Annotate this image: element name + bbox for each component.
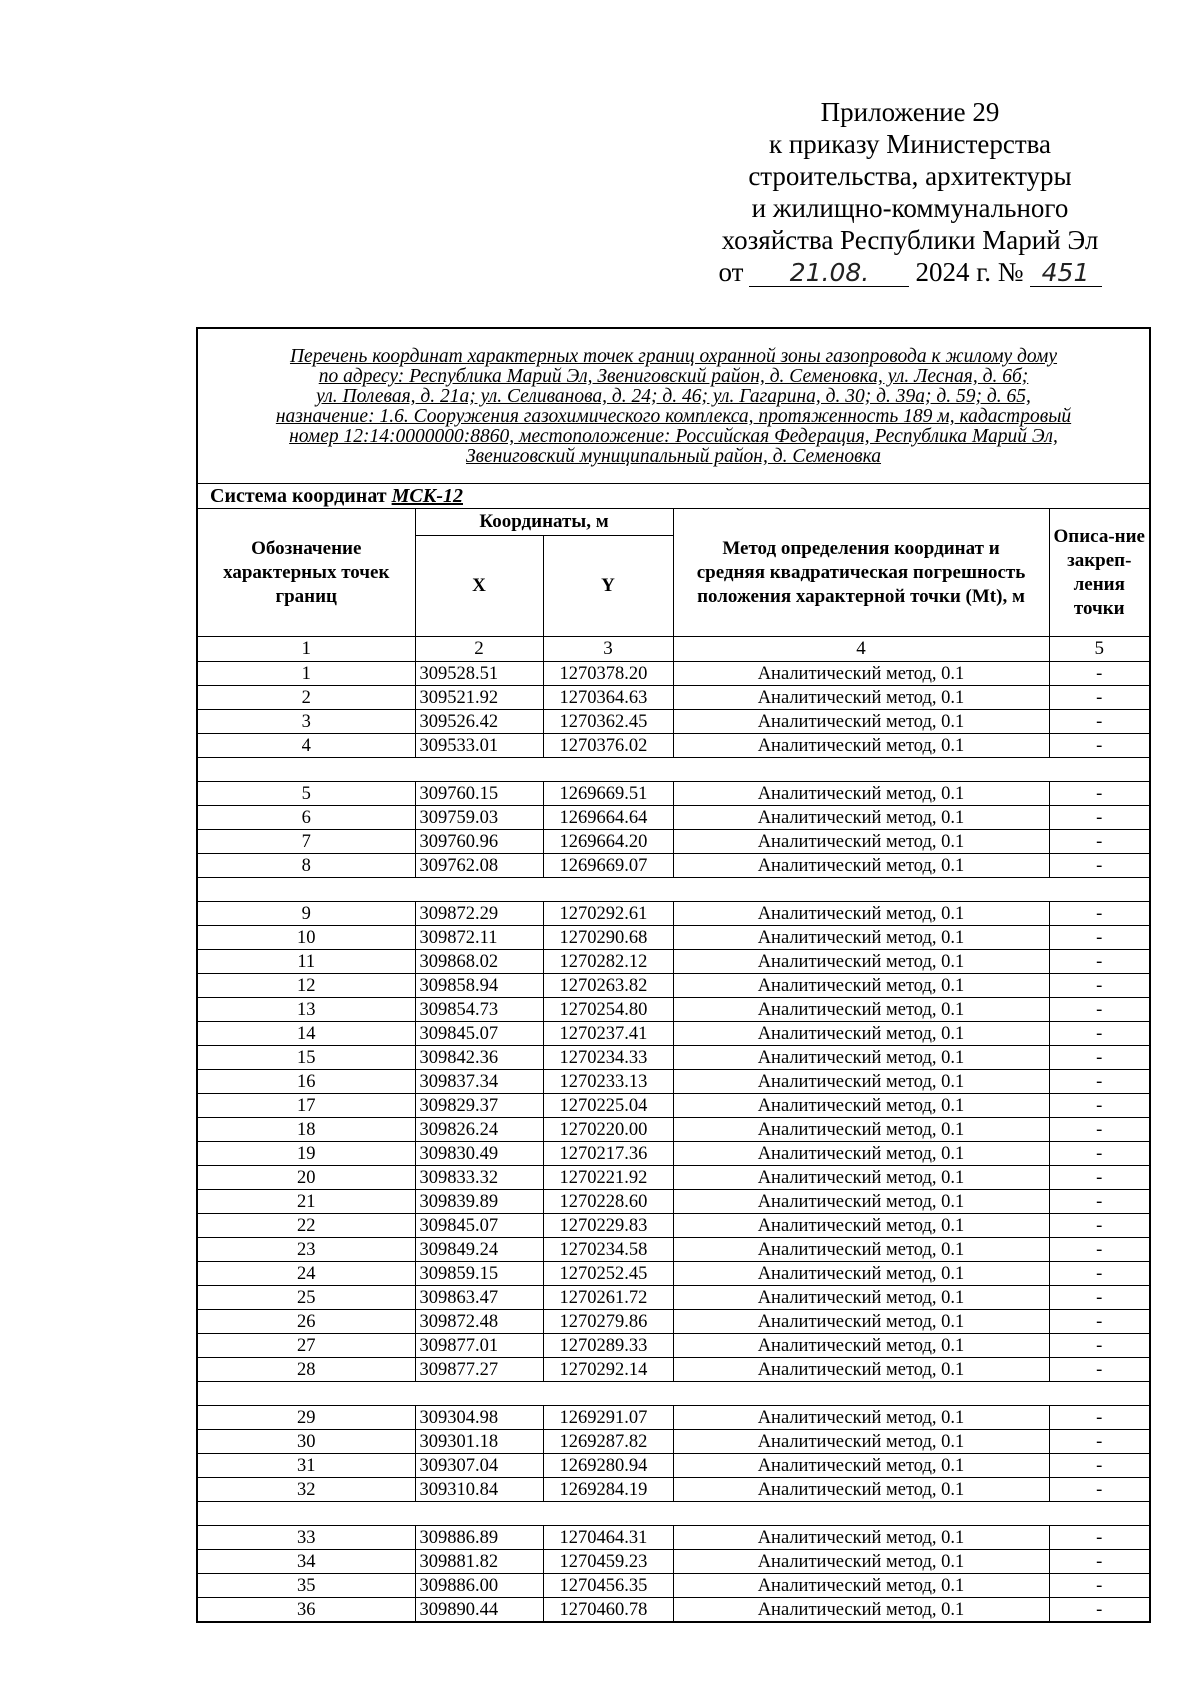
point-number: 7: [197, 830, 415, 854]
method-cell: Аналитический метод, 0.1: [673, 1190, 1049, 1214]
table-row: [197, 1454, 1150, 1478]
point-number: 28: [197, 1358, 415, 1382]
table-row: [197, 686, 1150, 710]
coordinate-y: 1270252.45: [543, 1262, 673, 1286]
table-row: [197, 854, 1150, 878]
method-cell: Аналитический метод, 0.1: [673, 1454, 1049, 1478]
coordinate-y: 1270233.13: [543, 1070, 673, 1094]
coordinate-x: 309890.44: [415, 1598, 543, 1623]
coordinate-y: 1270456.35: [543, 1574, 673, 1598]
table-row: [197, 1214, 1150, 1238]
point-number: 24: [197, 1262, 415, 1286]
point-number: 26: [197, 1310, 415, 1334]
handwritten-order-number: 451: [1030, 260, 1102, 287]
method-cell: Аналитический метод, 0.1: [673, 926, 1049, 950]
coordinate-y: 1270228.60: [543, 1190, 673, 1214]
order-date-line: [690, 256, 1130, 288]
coordinate-x: 309872.29: [415, 902, 543, 926]
coordinate-y: 1270289.33: [543, 1334, 673, 1358]
table-title: [197, 328, 1150, 484]
table-row: [197, 1118, 1150, 1142]
coordinate-x: 309521.92: [415, 686, 543, 710]
coordinate-y: 1270221.92: [543, 1166, 673, 1190]
coordinate-x: 309533.01: [415, 734, 543, 758]
method-cell: Аналитический метод, 0.1: [673, 1238, 1049, 1262]
coordinate-y: 1270460.78: [543, 1598, 673, 1623]
point-number: 3: [197, 710, 415, 734]
description-cell: -: [1049, 710, 1150, 734]
table-row: [197, 1094, 1150, 1118]
description-cell: -: [1049, 1022, 1150, 1046]
header-line: строительства, архитектуры: [748, 161, 1072, 191]
point-number: 17: [197, 1094, 415, 1118]
title-line: номер 12:14:0000000:8860, местоположение: Российская Федерация, Республика Марий Эл,: [289, 426, 1058, 447]
coordinate-y: 1269284.19: [543, 1478, 673, 1502]
table-row: [197, 998, 1150, 1022]
coordinate-y: 1270261.72: [543, 1286, 673, 1310]
date-prefix: от: [718, 257, 744, 287]
method-cell: Аналитический метод, 0.1: [673, 1118, 1049, 1142]
column-number: 4: [673, 637, 1049, 662]
point-number: 30: [197, 1430, 415, 1454]
coordinate-y: 1270263.82: [543, 974, 673, 998]
description-cell: -: [1049, 734, 1150, 758]
description-cell: -: [1049, 1094, 1150, 1118]
description-cell: -: [1049, 1142, 1150, 1166]
table-row: [197, 1430, 1150, 1454]
coordinate-x: 309304.98: [415, 1406, 543, 1430]
coordinate-x: 309842.36: [415, 1046, 543, 1070]
table-row: [197, 806, 1150, 830]
coordinate-y: 1270362.45: [543, 710, 673, 734]
method-cell: Аналитический метод, 0.1: [673, 662, 1049, 686]
title-line: назначение: 1.6. Сооружения газохимического комплекса, протяженность 189 м, кадастровый: [275, 406, 1072, 427]
point-number: 34: [197, 1550, 415, 1574]
coordinate-x: 309301.18: [415, 1430, 543, 1454]
header-line: Приложение 29: [820, 97, 1000, 127]
table-row: [197, 1046, 1150, 1070]
description-cell: -: [1049, 974, 1150, 998]
coordinate-x: 309839.89: [415, 1190, 543, 1214]
point-number: 1: [197, 662, 415, 686]
coordinate-y: 1270279.86: [543, 1310, 673, 1334]
description-cell: -: [1049, 854, 1150, 878]
table-row: [197, 902, 1150, 926]
point-number: 35: [197, 1574, 415, 1598]
description-cell: -: [1049, 830, 1150, 854]
header-row: [197, 509, 1150, 536]
method-cell: Аналитический метод, 0.1: [673, 1574, 1049, 1598]
coordinate-x: 309872.11: [415, 926, 543, 950]
coordinate-x: 309760.15: [415, 782, 543, 806]
description-cell: -: [1049, 1334, 1150, 1358]
method-cell: Аналитический метод, 0.1: [673, 950, 1049, 974]
point-number: 14: [197, 1022, 415, 1046]
column-number: 1: [197, 637, 415, 662]
table-row: [197, 926, 1150, 950]
coordinate-x: 309760.96: [415, 830, 543, 854]
description-cell: -: [1049, 1190, 1150, 1214]
table-row: [197, 974, 1150, 998]
table-row: [197, 1406, 1150, 1430]
description-cell: -: [1049, 926, 1150, 950]
coordinate-x: 309830.49: [415, 1142, 543, 1166]
point-number: 27: [197, 1334, 415, 1358]
description-cell: -: [1049, 1262, 1150, 1286]
description-cell: -: [1049, 1406, 1150, 1430]
coordinate-y: 1270292.14: [543, 1358, 673, 1382]
point-number: 20: [197, 1166, 415, 1190]
description-cell: -: [1049, 1214, 1150, 1238]
coordinate-y: 1270234.58: [543, 1238, 673, 1262]
description-cell: -: [1049, 1550, 1150, 1574]
table-row: [197, 1166, 1150, 1190]
group-separator-row: [197, 1502, 1150, 1526]
coordinate-x: 309881.82: [415, 1550, 543, 1574]
method-cell: Аналитический метод, 0.1: [673, 974, 1049, 998]
method-cell: Аналитический метод, 0.1: [673, 1358, 1049, 1382]
description-cell: -: [1049, 998, 1150, 1022]
coordinate-x: 309833.32: [415, 1166, 543, 1190]
coordinate-x: 309528.51: [415, 662, 543, 686]
coordinate-x: 309868.02: [415, 950, 543, 974]
title-line: ул. Полевая, д. 21а; ул. Селиванова, д. 24; д. 46; ул. Гагарина, д. 30; д. 39а; д. 59; д. 65,: [316, 386, 1031, 407]
group-separator: [197, 878, 1150, 902]
method-cell: Аналитический метод, 0.1: [673, 1550, 1049, 1574]
description-cell: -: [1049, 1166, 1150, 1190]
method-cell: Аналитический метод, 0.1: [673, 1286, 1049, 1310]
coordinate-x: 309872.48: [415, 1310, 543, 1334]
table-row: [197, 1190, 1150, 1214]
header-line: хозяйства Республики Марий Эл: [721, 225, 1099, 255]
method-cell: Аналитический метод, 0.1: [673, 1046, 1049, 1070]
description-cell: -: [1049, 1478, 1150, 1502]
description-cell: -: [1049, 1598, 1150, 1623]
table-row: [197, 1550, 1150, 1574]
coordinate-system-row: [197, 484, 1150, 509]
description-cell: -: [1049, 1574, 1150, 1598]
header-coordinates: Координаты, м: [415, 509, 673, 536]
header-x: X: [415, 536, 543, 637]
description-cell: -: [1049, 1238, 1150, 1262]
table-row: [197, 950, 1150, 974]
method-cell: Аналитический метод, 0.1: [673, 1430, 1049, 1454]
header-y: Y: [543, 536, 673, 637]
coordinate-y: 1270225.04: [543, 1094, 673, 1118]
point-number: 8: [197, 854, 415, 878]
header-designation: Обозначение характерных точек границ: [197, 509, 415, 637]
table-row: [197, 1478, 1150, 1502]
table-row: [197, 1358, 1150, 1382]
point-number: 13: [197, 998, 415, 1022]
coordinate-y: 1269669.51: [543, 782, 673, 806]
method-cell: Аналитический метод, 0.1: [673, 998, 1049, 1022]
table-row: [197, 1574, 1150, 1598]
title-line: по адресу: Республика Марий Эл, Звениговский район, д. Семеновка, ул. Лесная, д. 6б;: [318, 366, 1029, 387]
coordinate-y: 1270254.80: [543, 998, 673, 1022]
point-number: 23: [197, 1238, 415, 1262]
table-row: [197, 830, 1150, 854]
point-number: 16: [197, 1070, 415, 1094]
coordinate-x: 309877.27: [415, 1358, 543, 1382]
coordinate-x: 309845.07: [415, 1022, 543, 1046]
method-cell: Аналитический метод, 0.1: [673, 1166, 1049, 1190]
coordinate-x: 309759.03: [415, 806, 543, 830]
point-number: 36: [197, 1598, 415, 1623]
method-cell: Аналитический метод, 0.1: [673, 734, 1049, 758]
method-cell: Аналитический метод, 0.1: [673, 686, 1049, 710]
coordinate-y: 1270217.36: [543, 1142, 673, 1166]
coordinate-y: 1270229.83: [543, 1214, 673, 1238]
method-cell: Аналитический метод, 0.1: [673, 1070, 1049, 1094]
coordinate-y: 1270220.00: [543, 1118, 673, 1142]
coordinate-x: 309307.04: [415, 1454, 543, 1478]
handwritten-date: 21.08.: [749, 260, 909, 287]
point-number: 11: [197, 950, 415, 974]
table-row: [197, 1262, 1150, 1286]
table-row: [197, 1310, 1150, 1334]
point-number: 5: [197, 782, 415, 806]
point-number: 29: [197, 1406, 415, 1430]
header-line: и жилищно-коммунального: [751, 193, 1069, 223]
column-numbers-row: [197, 637, 1150, 662]
description-cell: -: [1049, 1454, 1150, 1478]
point-number: 15: [197, 1046, 415, 1070]
point-number: 25: [197, 1286, 415, 1310]
coordinate-x: 309837.34: [415, 1070, 543, 1094]
coordinate-y: 1270282.12: [543, 950, 673, 974]
table-row: [197, 782, 1150, 806]
document-header: [690, 96, 1130, 288]
description-cell: -: [1049, 1046, 1150, 1070]
coordinate-x: 309849.24: [415, 1238, 543, 1262]
coordinate-x: 309826.24: [415, 1118, 543, 1142]
coordinate-y: 1269664.64: [543, 806, 673, 830]
coordinate-y: 1270292.61: [543, 902, 673, 926]
coordinate-y: 1270234.33: [543, 1046, 673, 1070]
coordinate-x: 309762.08: [415, 854, 543, 878]
description-cell: -: [1049, 902, 1150, 926]
coordinate-x: 309877.01: [415, 1334, 543, 1358]
description-cell: -: [1049, 686, 1150, 710]
column-number: 2: [415, 637, 543, 662]
description-cell: -: [1049, 806, 1150, 830]
coordinate-system: [197, 484, 1150, 509]
coordinate-x: 309310.84: [415, 1478, 543, 1502]
point-number: 18: [197, 1118, 415, 1142]
point-number: 19: [197, 1142, 415, 1166]
coordinate-y: 1270376.02: [543, 734, 673, 758]
group-separator: [197, 1502, 1150, 1526]
method-cell: Аналитический метод, 0.1: [673, 1142, 1049, 1166]
coordinate-x: 309886.00: [415, 1574, 543, 1598]
group-separator-row: [197, 758, 1150, 782]
table-row: [197, 662, 1150, 686]
coordinate-y: 1270464.31: [543, 1526, 673, 1550]
coordinate-system-label: Система координат: [210, 484, 387, 507]
group-separator: [197, 1382, 1150, 1406]
method-cell: Аналитический метод, 0.1: [673, 1214, 1049, 1238]
point-number: 6: [197, 806, 415, 830]
method-cell: Аналитический метод, 0.1: [673, 1598, 1049, 1623]
header-line: к приказу Министерства: [768, 129, 1052, 159]
method-cell: Аналитический метод, 0.1: [673, 854, 1049, 878]
coordinate-y: 1270378.20: [543, 662, 673, 686]
group-separator-row: [197, 1382, 1150, 1406]
table-row: [197, 1070, 1150, 1094]
description-cell: -: [1049, 950, 1150, 974]
method-cell: Аналитический метод, 0.1: [673, 782, 1049, 806]
method-cell: Аналитический метод, 0.1: [673, 1406, 1049, 1430]
coordinate-y: 1269287.82: [543, 1430, 673, 1454]
coordinate-system-code: МСК-12: [391, 484, 463, 507]
point-number: 2: [197, 686, 415, 710]
coordinate-y: 1269669.07: [543, 854, 673, 878]
point-number: 32: [197, 1478, 415, 1502]
coordinate-y: 1269291.07: [543, 1406, 673, 1430]
point-number: 4: [197, 734, 415, 758]
table-title-row: [197, 328, 1150, 484]
description-cell: -: [1049, 1286, 1150, 1310]
description-cell: -: [1049, 662, 1150, 686]
description-cell: -: [1049, 1070, 1150, 1094]
coordinate-x: 309859.15: [415, 1262, 543, 1286]
table-row: [197, 734, 1150, 758]
year-text: 2024 г. №: [915, 257, 1024, 287]
coordinate-x: 309886.89: [415, 1526, 543, 1550]
coordinate-x: 309863.47: [415, 1286, 543, 1310]
point-number: 21: [197, 1190, 415, 1214]
group-separator-row: [197, 878, 1150, 902]
table-row: [197, 710, 1150, 734]
description-cell: -: [1049, 1526, 1150, 1550]
method-cell: Аналитический метод, 0.1: [673, 1262, 1049, 1286]
table-row: [197, 1334, 1150, 1358]
method-cell: Аналитический метод, 0.1: [673, 806, 1049, 830]
table-row: [197, 1598, 1150, 1623]
method-cell: Аналитический метод, 0.1: [673, 1094, 1049, 1118]
coordinate-y: 1269280.94: [543, 1454, 673, 1478]
method-cell: Аналитический метод, 0.1: [673, 710, 1049, 734]
point-number: 22: [197, 1214, 415, 1238]
coordinate-x: 309854.73: [415, 998, 543, 1022]
description-cell: -: [1049, 1358, 1150, 1382]
coordinate-y: 1270364.63: [543, 686, 673, 710]
coordinates-table: [196, 327, 1151, 1623]
point-number: 31: [197, 1454, 415, 1478]
coordinate-y: 1270237.41: [543, 1022, 673, 1046]
method-cell: Аналитический метод, 0.1: [673, 1334, 1049, 1358]
table-row: [197, 1286, 1150, 1310]
point-number: 9: [197, 902, 415, 926]
header-description: Описа-ние закреп-ления точки: [1049, 509, 1150, 637]
method-cell: Аналитический метод, 0.1: [673, 1022, 1049, 1046]
title-line: Звениговский муниципальный район, д. Семеновка: [465, 446, 882, 467]
method-cell: Аналитический метод, 0.1: [673, 902, 1049, 926]
column-number: 5: [1049, 637, 1150, 662]
description-cell: -: [1049, 782, 1150, 806]
table-row: [197, 1238, 1150, 1262]
description-cell: -: [1049, 1310, 1150, 1334]
description-cell: -: [1049, 1430, 1150, 1454]
coordinate-x: 309829.37: [415, 1094, 543, 1118]
coordinate-y: 1270459.23: [543, 1550, 673, 1574]
table-row: [197, 1022, 1150, 1046]
point-number: 12: [197, 974, 415, 998]
coordinate-x: 309858.94: [415, 974, 543, 998]
coordinate-y: 1270290.68: [543, 926, 673, 950]
coordinate-x: 309526.42: [415, 710, 543, 734]
point-number: 33: [197, 1526, 415, 1550]
description-cell: -: [1049, 1118, 1150, 1142]
header-method: Метод определения координат и средняя квадратическая погрешность положения характерной точки (Mt), м: [673, 509, 1049, 637]
method-cell: Аналитический метод, 0.1: [673, 1478, 1049, 1502]
point-number: 10: [197, 926, 415, 950]
group-separator: [197, 758, 1150, 782]
method-cell: Аналитический метод, 0.1: [673, 830, 1049, 854]
coordinate-x: 309845.07: [415, 1214, 543, 1238]
method-cell: Аналитический метод, 0.1: [673, 1310, 1049, 1334]
title-line: Перечень координат характерных точек границ охранной зоны газопровода к жилому дому: [289, 346, 1058, 367]
table-row: [197, 1526, 1150, 1550]
column-number: 3: [543, 637, 673, 662]
table-row: [197, 1142, 1150, 1166]
method-cell: Аналитический метод, 0.1: [673, 1526, 1049, 1550]
coordinate-y: 1269664.20: [543, 830, 673, 854]
